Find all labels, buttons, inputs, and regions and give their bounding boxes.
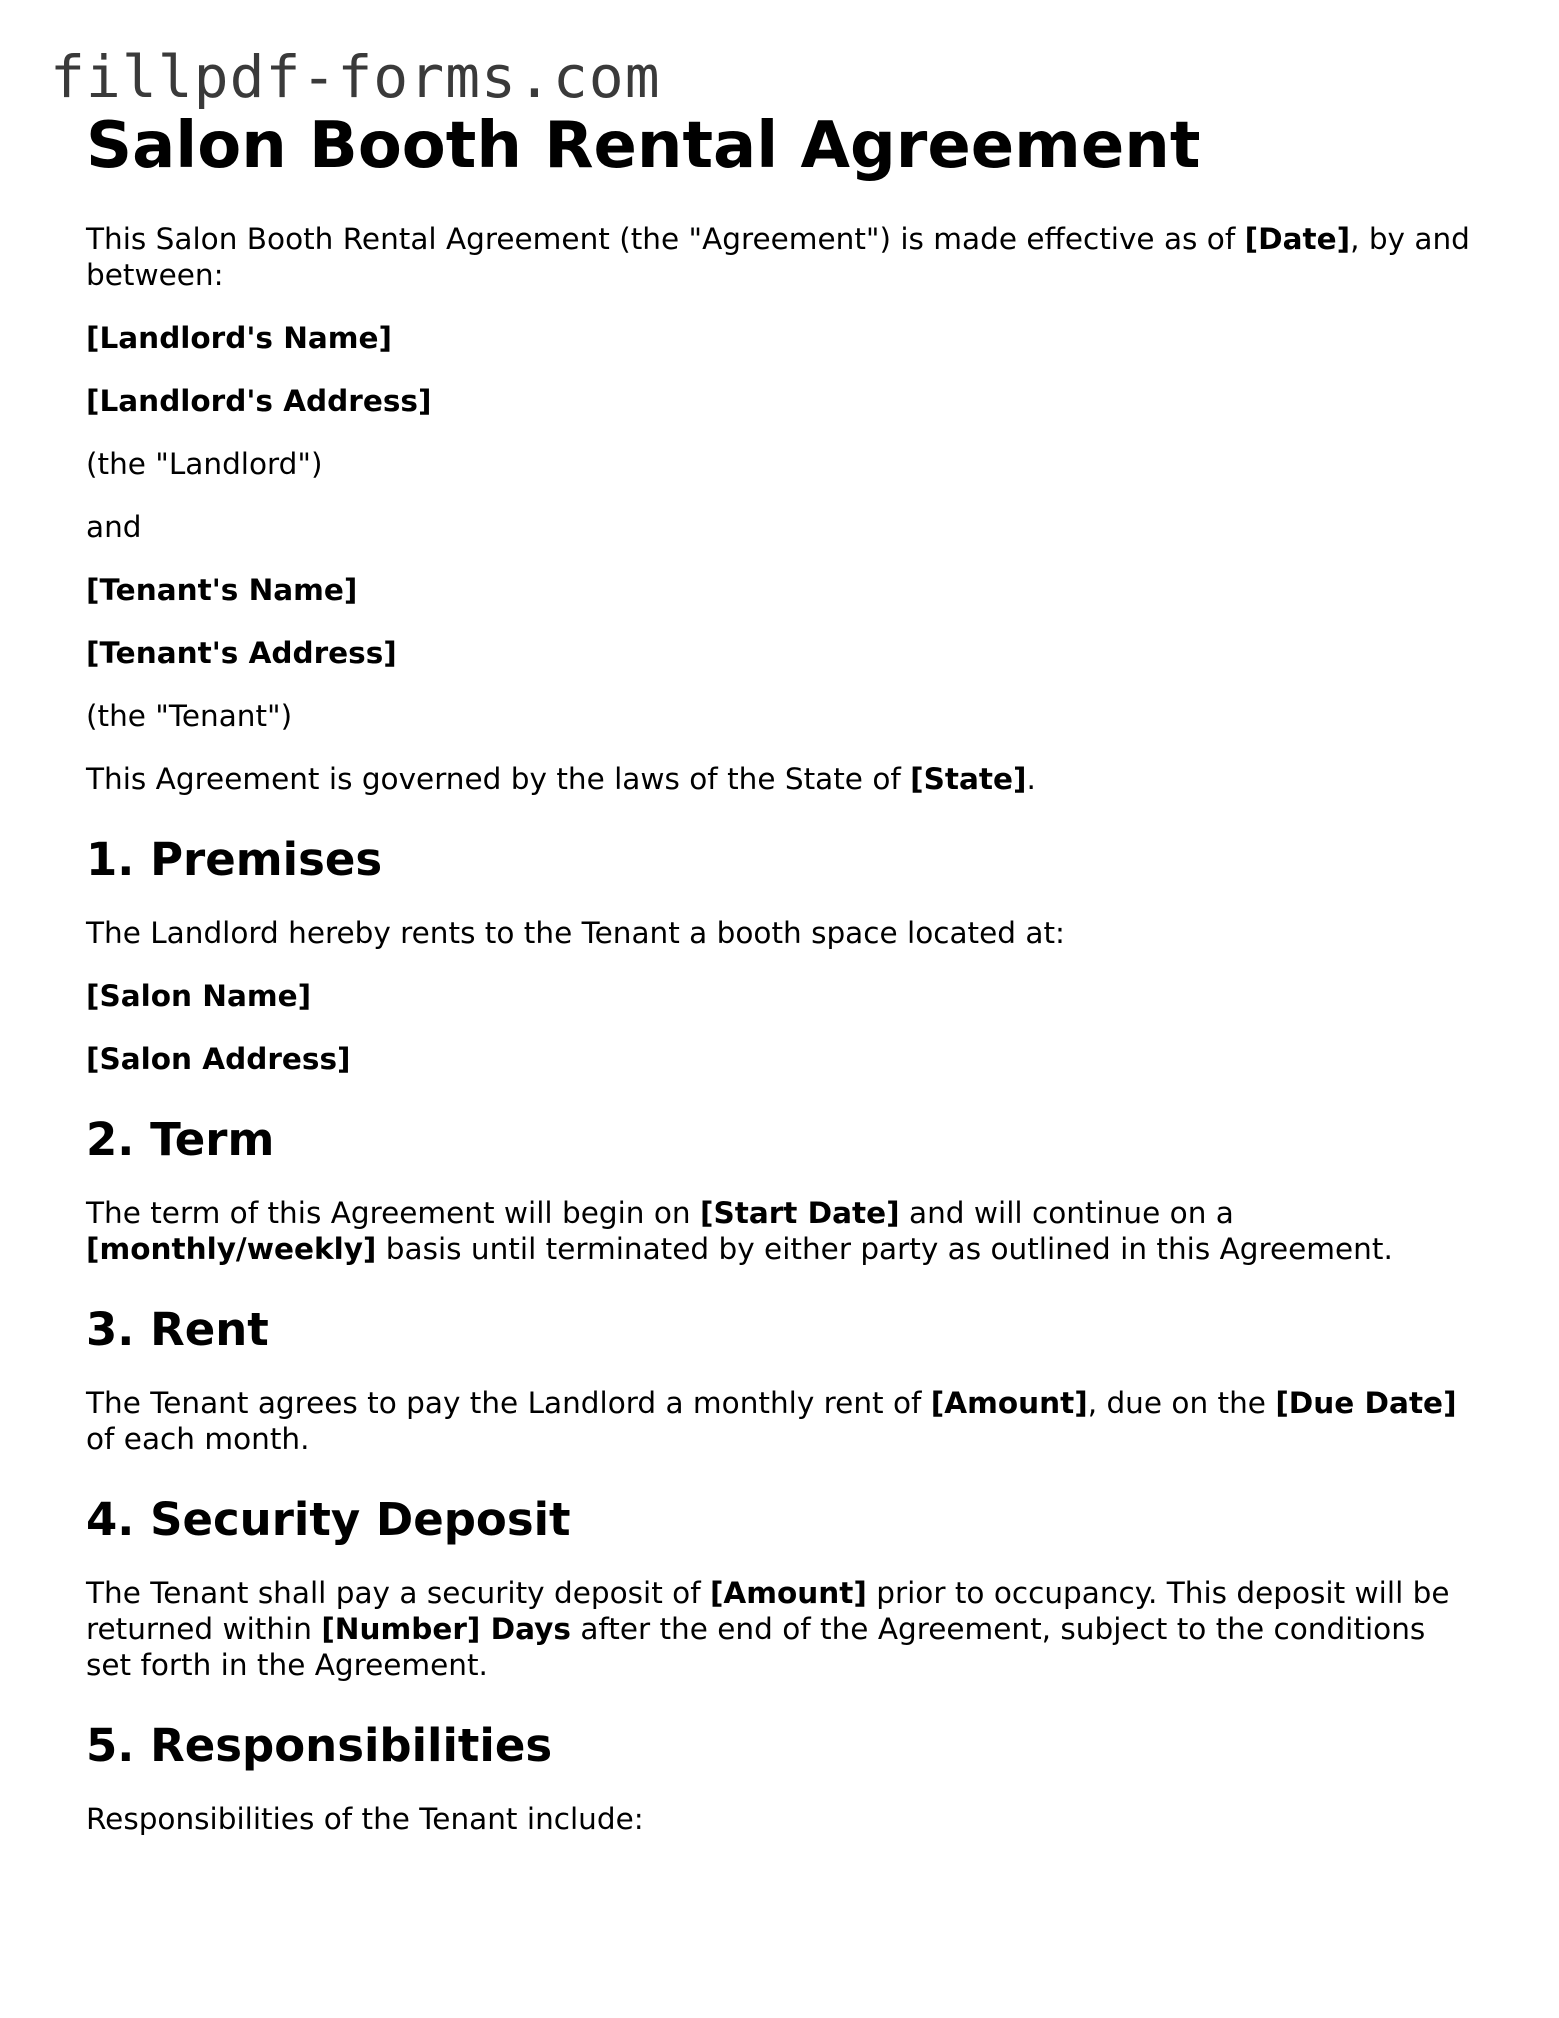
landlord-address: [Landlord's Address] bbox=[86, 383, 432, 418]
watermark: fillpdf-forms.com bbox=[50, 43, 661, 111]
deposit-paragraph: The Tenant shall pay a security deposit of [Amount] prior to occupancy. This deposit will be returned within [Number] Days after the end of the Agreement, subject to the conditions set forth in the Agreement. bbox=[86, 1575, 1450, 1682]
tenant-label: (the "Tenant") bbox=[86, 698, 293, 733]
deposit-amount-placeholder: [Amount] bbox=[709, 1575, 867, 1610]
intro-text: This Salon Booth Rental Agreement (the "Agreement") is made effective as of bbox=[86, 221, 1245, 256]
rent-heading: 3. Rent bbox=[86, 1302, 269, 1356]
responsibilities-heading: 5. Responsibilities bbox=[86, 1718, 553, 1772]
frequency-placeholder: [monthly/weekly] bbox=[86, 1231, 377, 1266]
due-date-placeholder: [Due Date] bbox=[1275, 1385, 1457, 1420]
landlord-label: (the "Landlord") bbox=[86, 446, 323, 481]
premises-heading: 1. Premises bbox=[86, 832, 383, 886]
start-date-placeholder: [Start Date] bbox=[700, 1195, 900, 1230]
intro-text-end: , by and between: bbox=[86, 221, 1470, 292]
tenant-address: [Tenant's Address] bbox=[86, 635, 397, 670]
governing-law-paragraph: This Agreement is governed by the laws of the State of [State]. bbox=[86, 761, 1036, 796]
document-title: Salon Booth Rental Agreement bbox=[86, 109, 1201, 183]
and-text: and bbox=[86, 509, 142, 544]
days-placeholder: [Number] Days bbox=[321, 1611, 571, 1646]
state-placeholder: [State] bbox=[910, 761, 1027, 796]
tenant-name: [Tenant's Name] bbox=[86, 572, 358, 607]
landlord-name: [Landlord's Name] bbox=[86, 320, 393, 355]
term-heading: 2. Term bbox=[86, 1112, 275, 1166]
salon-name: [Salon Name] bbox=[86, 978, 312, 1013]
premises-text: The Landlord hereby rents to the Tenant a booth space located at: bbox=[86, 915, 1065, 950]
term-paragraph: The term of this Agreement will begin on [Start Date] and will continue on a [monthly/weekly] basis until terminated by either party as outlined in this Agreement. bbox=[86, 1195, 1393, 1266]
rent-paragraph: The Tenant agrees to pay the Landlord a monthly rent of [Amount], due on the [Due Date] of each month. bbox=[86, 1385, 1457, 1456]
responsibilities-text: Responsibilities of the Tenant include: bbox=[86, 1801, 644, 1836]
date-placeholder: [Date] bbox=[1244, 221, 1351, 256]
intro-paragraph bbox=[86, 221, 1476, 293]
rent-amount-placeholder: [Amount] bbox=[930, 1385, 1088, 1420]
salon-address: [Salon Address] bbox=[86, 1041, 351, 1076]
deposit-heading: 4. Security Deposit bbox=[86, 1492, 571, 1546]
document-page bbox=[86, 108, 1476, 1864]
